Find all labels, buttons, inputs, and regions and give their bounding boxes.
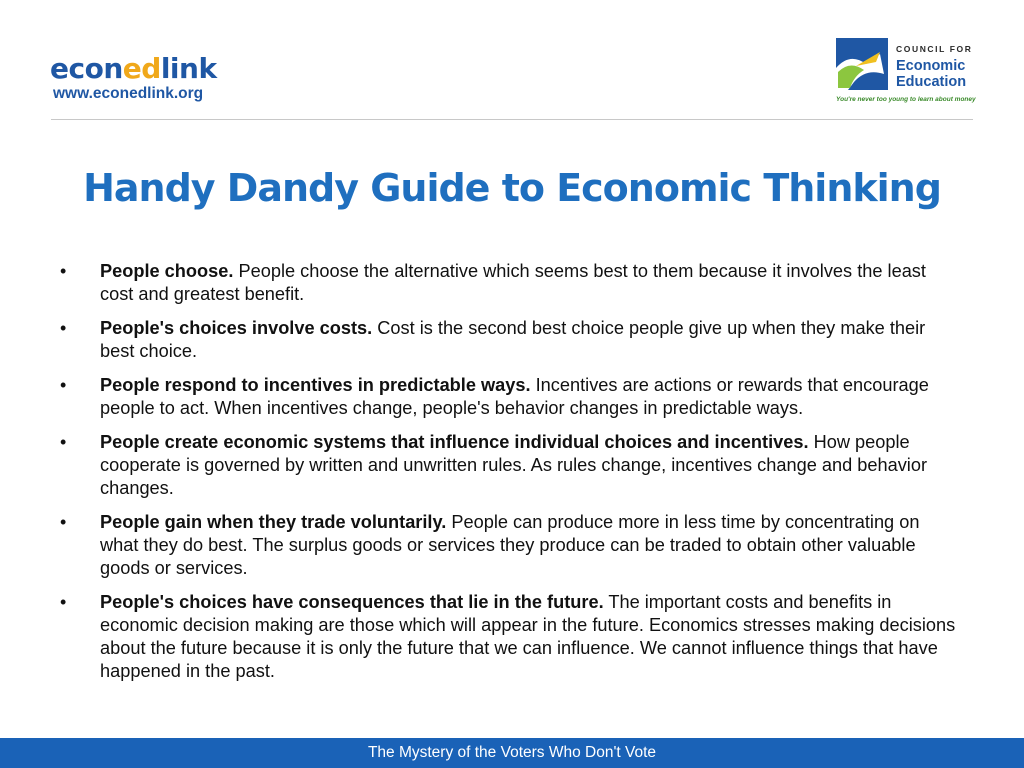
- principles-list: [58, 260, 958, 694]
- item-heading: People's choices involve costs.: [100, 318, 373, 338]
- item-heading: People's choices have consequences that lie in the future.: [100, 592, 604, 612]
- cee-mark-icon: [836, 38, 888, 90]
- economic-text: Economic: [896, 58, 966, 74]
- item-heading: People create economic systems that influence individual choices and incentives.: [100, 432, 809, 452]
- item-text: Cost is the second best choice people give up when they make their best choice.: [100, 318, 926, 361]
- council-for-text: COUNCIL FOR: [896, 44, 973, 54]
- item-heading: People gain when they trade voluntarily.: [100, 512, 447, 532]
- bullet-icon: •: [60, 375, 67, 395]
- list-item: [58, 317, 958, 363]
- item-text: The important costs and benefits in economic decision making are those which will appear in the future. Economics stresses making decisions about the future because it is only the future that we can influence. We cannot influence things that have happened in the past.: [100, 592, 956, 681]
- bullet-icon: •: [60, 432, 67, 452]
- econedlink-wordmark: econedlink: [50, 52, 217, 85]
- item-heading: People respond to incentives in predictable ways.: [100, 375, 531, 395]
- footer-bar: [0, 738, 1024, 768]
- item-text: People can produce more in less time by concentrating on what they do best. The surplus goods or services they produce can be traded to obtain other valuable goods or services.: [100, 512, 920, 578]
- footer-text: The Mystery of the Voters Who Don't Vote: [367, 744, 657, 761]
- item-text: People choose the alternative which seems best to them because it involves the least cost and greatest benefit.: [100, 261, 926, 304]
- list-item: [58, 511, 958, 580]
- econedlink-url: www.econedlink.org: [53, 85, 204, 102]
- econedlink-logo: [50, 54, 217, 103]
- list-item: [58, 374, 958, 420]
- education-text: Education: [896, 74, 967, 90]
- item-text: How people cooperate is governed by written and unwritten rules. As rules change, incentives change and behavior changes.: [100, 432, 928, 498]
- list-item: [58, 260, 958, 306]
- item-text: Incentives are actions or rewards that encourage people to act. When incentives change, people's behavior changes in predictable ways.: [100, 375, 929, 418]
- bullet-icon: •: [60, 261, 67, 281]
- council-for-economic-education-logo: [836, 38, 981, 108]
- bullet-icon: •: [60, 318, 67, 338]
- bullet-icon: •: [60, 512, 67, 532]
- item-heading: People choose.: [100, 261, 234, 281]
- list-item: [58, 591, 958, 683]
- list-item: [58, 431, 958, 500]
- page-title: Handy Dandy Guide to Economic Thinking: [83, 166, 941, 210]
- header-divider: [51, 119, 973, 120]
- logo-tagline: You're never too young to learn about money: [836, 96, 976, 103]
- bullet-icon: •: [60, 592, 67, 612]
